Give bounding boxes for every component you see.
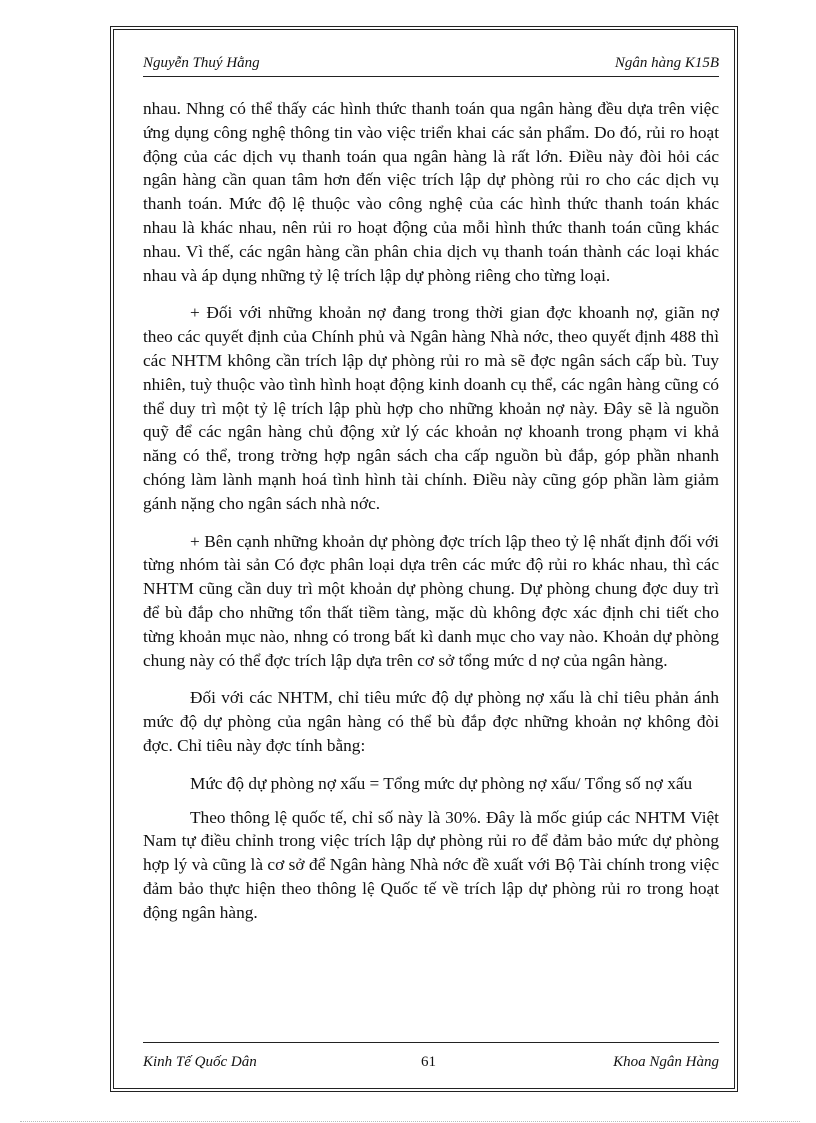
header-class: Ngân hàng K15B bbox=[614, 55, 719, 71]
page-number: 61 bbox=[421, 1054, 436, 1070]
running-footer bbox=[143, 1042, 719, 1073]
page-edge-divider bbox=[20, 1121, 800, 1122]
paragraph-4: Đối với các NHTM, chỉ tiêu mức độ dự phòng nợ xấu là chỉ tiêu phản ánh mức độ dự phòng của ngân hàng có thể bù đắp đợc những khoản nợ không đòi đợc. Chỉ tiêu này đợc tính bằng: bbox=[143, 688, 719, 755]
body-text bbox=[143, 97, 719, 939]
formula-paragraph: Mức độ dự phòng nợ xấu = Tổng mức dự phòng nợ xấu/ Tổng số nợ xấu bbox=[190, 773, 693, 793]
running-header bbox=[143, 50, 719, 77]
paragraph-1: nhau. Nhng có thể thấy các hình thức thanh toán qua ngân hàng đều dựa trên việc ứng dụng công nghệ thông tin vào việc triển khai các sản phẩm. Do đó, rủi ro hoạt động của các dịch vụ thanh toán qua ngân hàng là rất lớn. Điều này đòi hỏi các ngân hàng cần quan tâm hơn đến việc trích lập dự phòng rủi ro cho các dịch vụ thanh toán. Mức độ lệ thuộc vào công nghệ của các hình thức thanh toán khác nhau là khác nhau, nên rủi ro hoạt động của mỗi hình thức thanh toán cũng khác nhau. Vì thế, các ngân hàng cần phân chia dịch vụ thanh toán thành các loại khác nhau và áp dụng những tỷ lệ trích lập dự phòng riêng cho từng loại. bbox=[143, 99, 719, 285]
paragraph-3: + Bên cạnh những khoản dự phòng đợc trích lập theo tỷ lệ nhất định đối với từng nhóm tài sản Có đợc phân loại dựa trên các mức độ rủi ro khác nhau, thì các NHTM cũng cần duy trì một khoản dự phòng chung. Dự phòng chung đợc duy trì để bù đắp cho những tổn thất tiềm tàng, mặc dù không đợc xác định chi tiết cho từng khoản mục nào, nhng có trong bất kì danh mục cho vay nào. Khoản dự phòng chung này có thể đợc trích lập dựa trên cơ sở tổng mức d nợ của ngân hàng. bbox=[143, 531, 719, 670]
header-author: Nguyễn Thuý Hằng bbox=[143, 55, 260, 71]
footer-faculty: Khoa Ngân Hàng bbox=[613, 1054, 719, 1070]
footer-university: Kinh Tế Quốc Dân bbox=[143, 1054, 257, 1070]
paragraph-6: Theo thông lệ quốc tế, chỉ số này là 30%. Đây là mốc giúp các NHTM Việt Nam tự điều chỉnh trong việc trích lập dự phòng rủi ro để đảm bảo mức dự phòng hợp lý và cũng là cơ sở để Ngân hàng Nhà nớc đề xuất với Bộ Tài chính trong việc đảm bảo thực hiện theo thông lệ Quốc tế về trích lập dự phòng rủi ro trong hoạt động ngân hàng. bbox=[143, 807, 719, 922]
paragraph-2: + Đối với những khoản nợ đang trong thời gian đợc khoanh nợ, giãn nợ theo các quyết định của Chính phủ và Ngân hàng Nhà nớc, theo quyết định 488 thì các NHTM không cần trích lập dự phòng rủi ro mà sẽ đợc ngân sách cấp bù. Tuy nhiên, tuỳ thuộc vào tình hình hoạt động kinh doanh cụ thể, các ngân hàng cũng có thể duy trì một tỷ lệ trích lập phù hợp cho những khoản nợ này. Đây sẽ là nguồn quỹ để các ngân hàng chủ động xử lý các khoản nợ khoanh trong phạm vi khả năng có thể, trong trờng hợp ngân sách cha cấp nguồn bù đắp, góp phần nhanh chóng làm lành mạnh hoá tình hình tài chính. Điều này cũng góp phần làm giảm gánh nặng cho ngân sách nhà nớc. bbox=[143, 303, 719, 513]
